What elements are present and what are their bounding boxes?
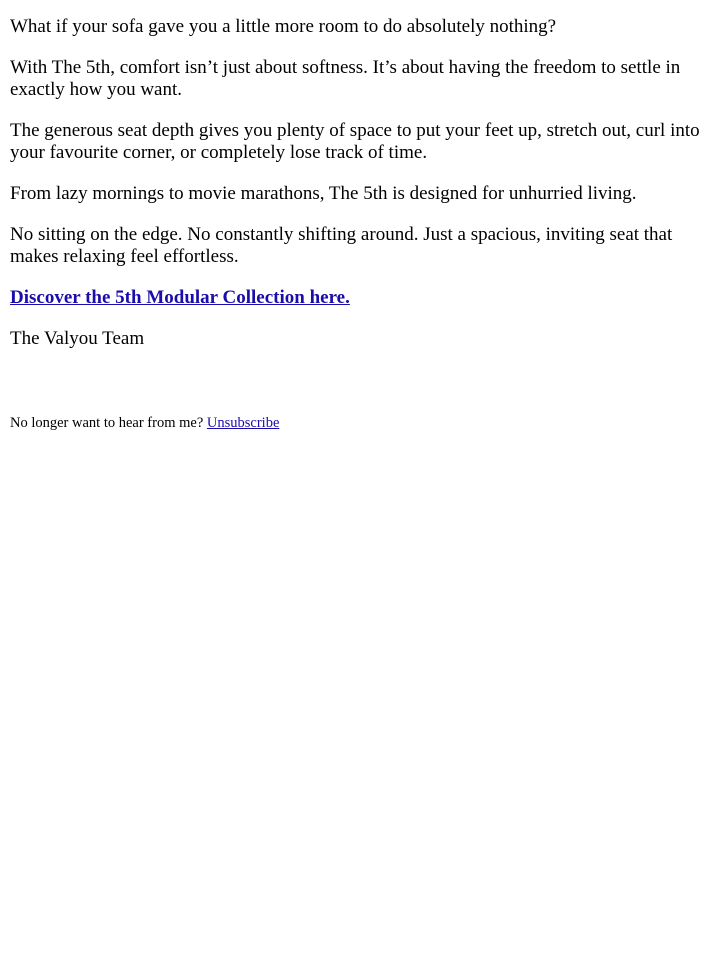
unsubscribe-prompt: No longer want to hear from me? [10,415,204,431]
email-body [0,0,720,432]
spacious-seat-paragraph: No sitting on the edge. No constantly shifting around. Just a spacious, inviting seat that makes relaxing feel effortless. [10,224,673,267]
comfort-paragraph: With The 5th, comfort isn’t just about softness. It’s about having the freedom to settle in exactly how you want. [10,57,681,100]
unsubscribe-link[interactable]: Unsubscribe [206,415,280,431]
intro-paragraph: What if your sofa gave you a little more room to do absolutely nothing? [10,16,557,37]
seat-depth-paragraph: The generous seat depth gives you plenty of space to put your feet up, stretch out, curl into your favourite corner, or completely lose track of time. [10,120,700,163]
cta-paragraph [10,287,710,309]
email-footer [10,414,710,432]
discover-collection-link[interactable]: Discover the 5th Modular Collection here. [10,287,350,308]
lifestyle-paragraph: From lazy mornings to movie marathons, The 5th is designed for unhurried living. [10,183,637,204]
signoff: The Valyou Team [10,328,145,349]
